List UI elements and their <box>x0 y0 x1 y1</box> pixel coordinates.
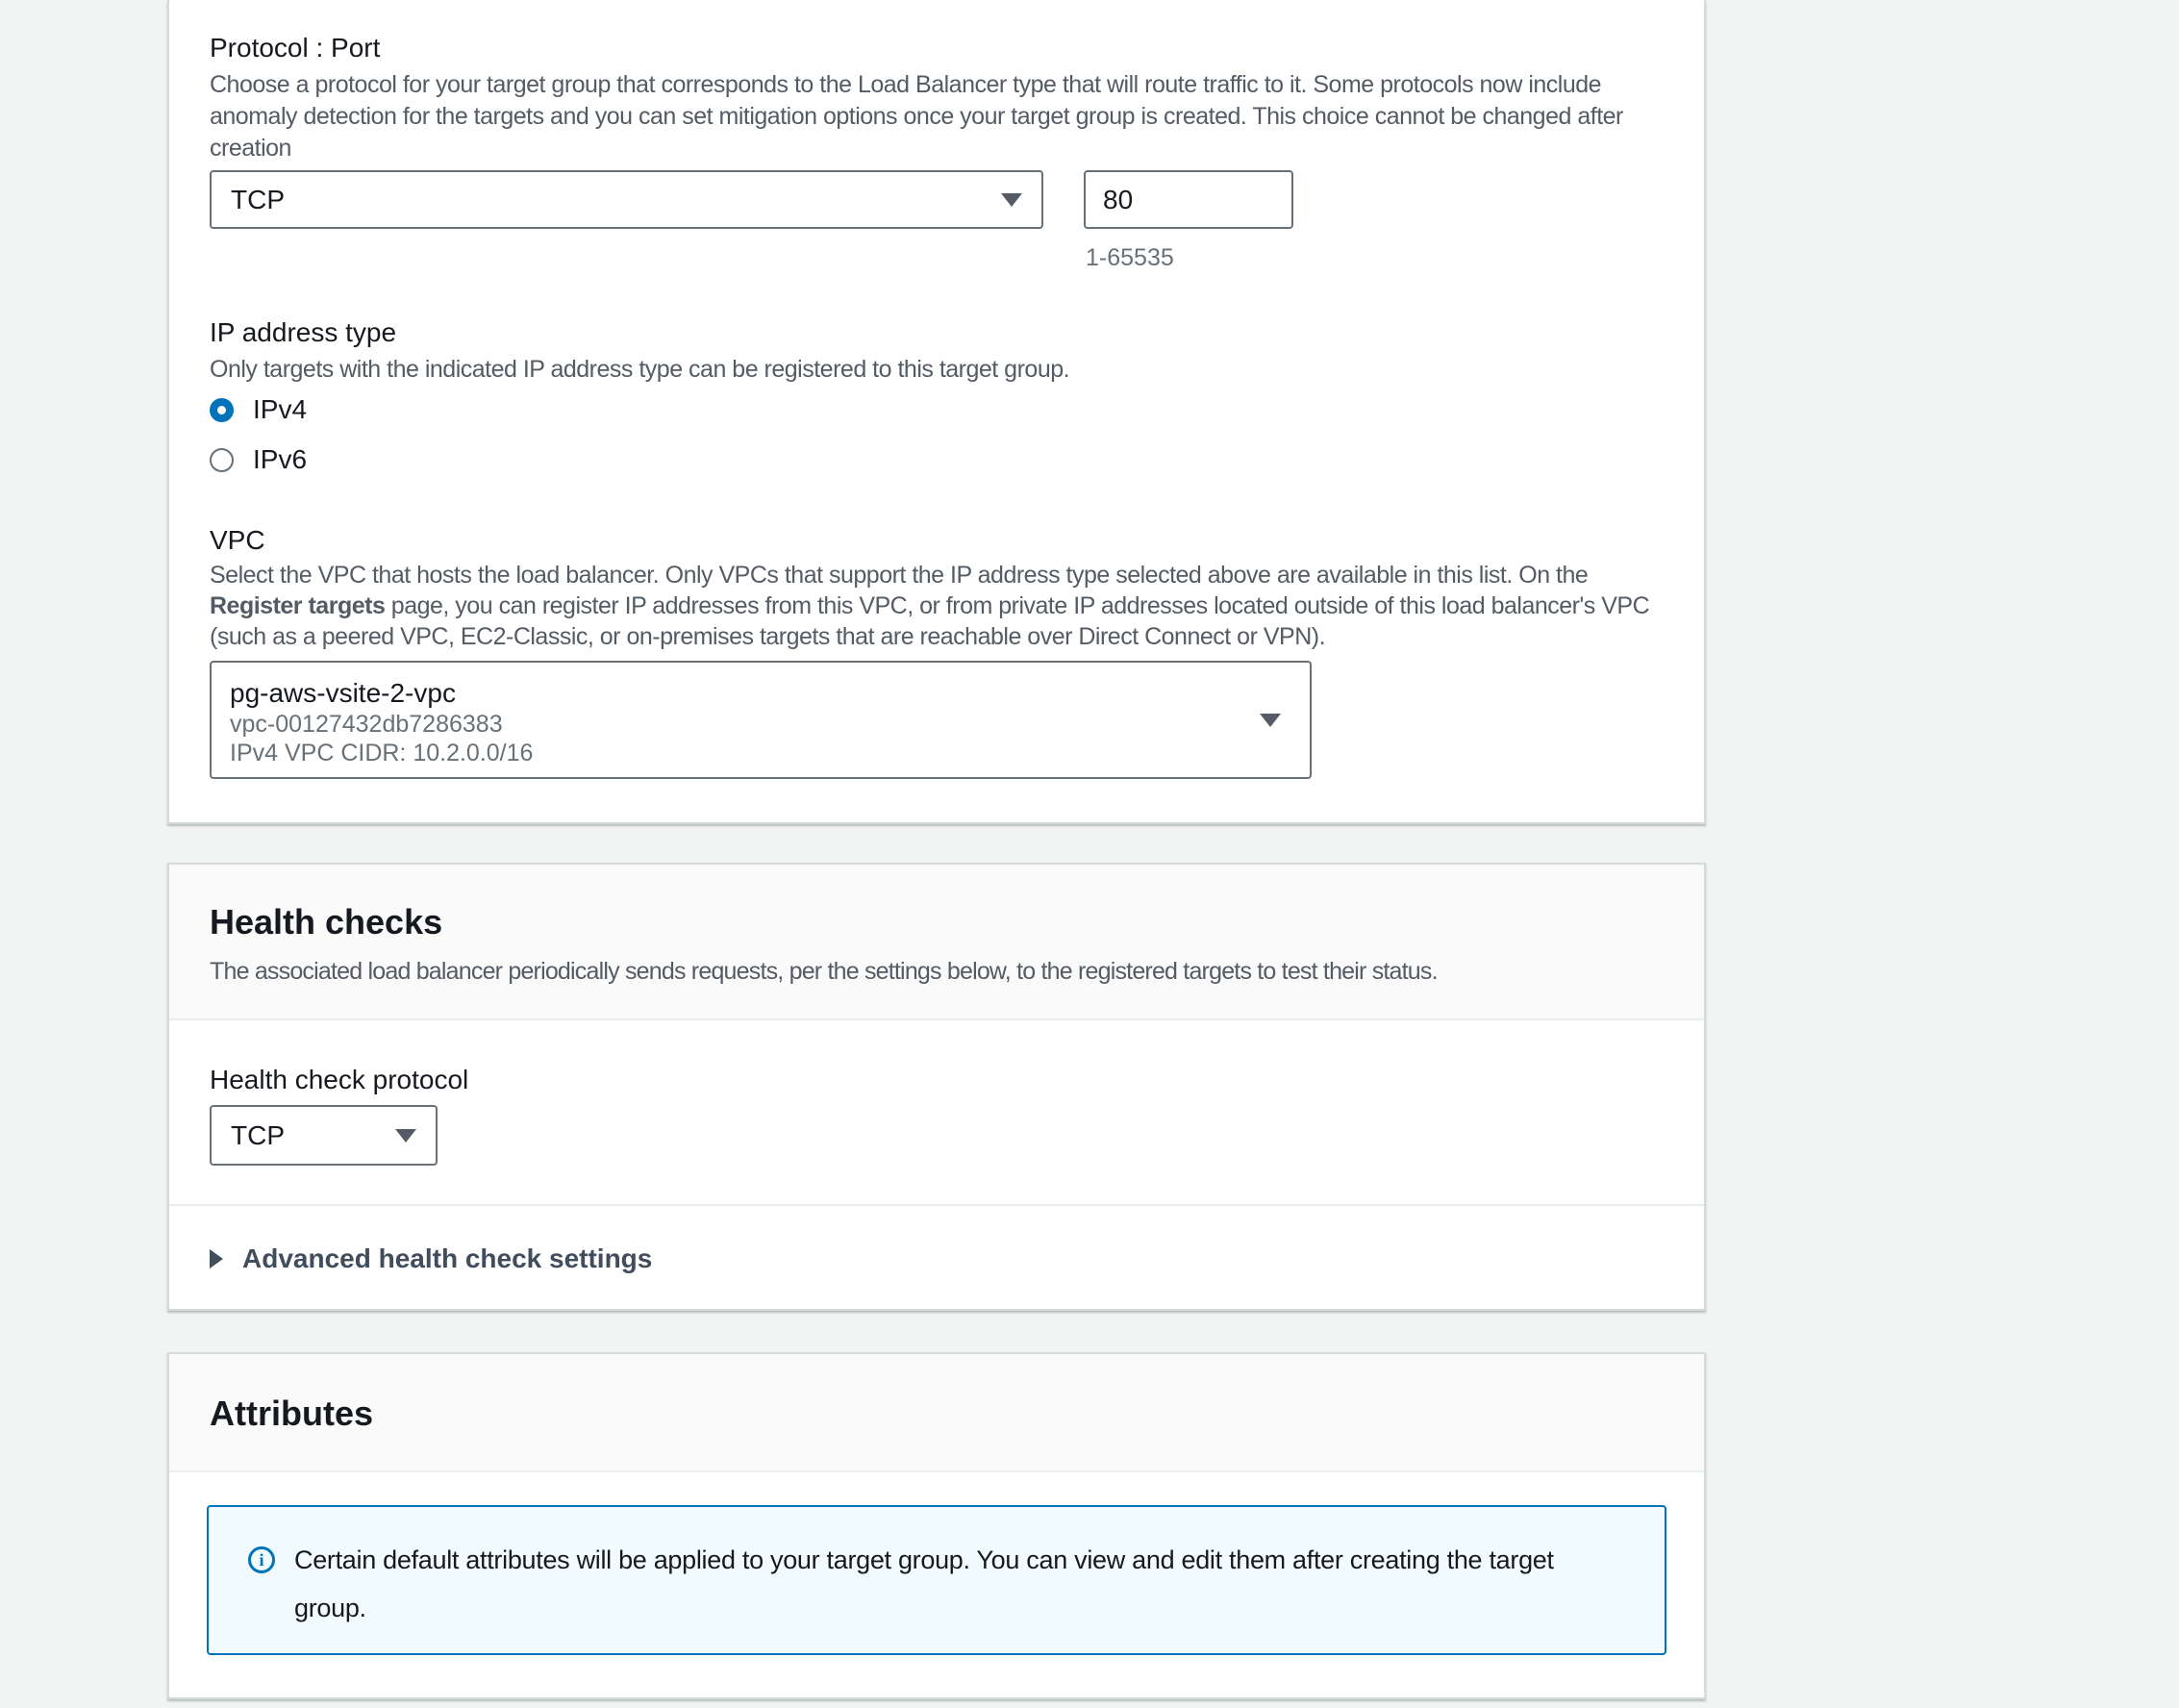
vpc-description-start: Select the VPC that hosts the load balancer. Only VPCs that support the IP address type selected above are available in this list. On the <box>210 562 1589 589</box>
radio-ipv4-label: IPv4 <box>253 394 308 424</box>
caret-down-icon <box>395 1129 416 1143</box>
ip-address-type-label: IP address type <box>210 317 397 347</box>
radio-ipv6-label: IPv6 <box>253 444 308 474</box>
basic-settings-card <box>167 0 1706 824</box>
health-check-protocol-value: TCP <box>231 1119 285 1150</box>
health-checks-title: Health checks <box>210 902 443 942</box>
vpc-label: VPC <box>210 525 265 555</box>
attributes-card <box>167 1352 1706 1699</box>
health-checks-header <box>169 865 1704 1020</box>
radio-unselected-icon <box>210 448 234 472</box>
attributes-title: Attributes <box>210 1394 373 1433</box>
attributes-info-text: Certain default attributes will be applied to your target group. You can view and edit them after creating the target group. <box>294 1545 1554 1622</box>
caret-down-icon <box>1260 714 1281 727</box>
protocol-port-description: Choose a protocol for your target group that corresponds to the Load Balancer type that will route traffic to it. Some protocols now include anomaly detection for the targets and you can set mitigation options once your target group is created. This choice cannot be changed after creation <box>210 71 1623 162</box>
protocol-select-value: TCP <box>231 184 285 214</box>
ip-address-type-options <box>210 393 1664 476</box>
register-targets-emphasis: Register targets <box>210 592 386 619</box>
vpc-description <box>210 560 1664 652</box>
health-checks-body <box>169 1063 1704 1166</box>
protocol-port-label: Protocol : Port <box>210 33 381 63</box>
radio-ipv4[interactable] <box>210 393 1664 426</box>
ip-address-type-description: Only targets with the indicated IP address type can be registered to this target group. <box>210 356 1070 383</box>
port-range-hint: 1-65535 <box>1086 244 1174 271</box>
protocol-port-row <box>210 170 1664 272</box>
advanced-health-check-expander[interactable] <box>169 1206 1704 1311</box>
health-check-protocol-select[interactable] <box>210 1105 438 1166</box>
port-field <box>1084 170 1293 272</box>
vpc-select-cidr: IPv4 VPC CIDR: 10.2.0.0/16 <box>230 740 534 766</box>
vpc-select-id: vpc-00127432db7286383 <box>230 711 503 738</box>
health-checks-card <box>167 863 1706 1311</box>
attributes-header <box>169 1354 1704 1472</box>
vpc-select[interactable] <box>210 661 1312 779</box>
radio-selected-icon <box>210 398 234 422</box>
attributes-info-alert <box>207 1505 1666 1655</box>
health-check-protocol-label: Health check protocol <box>210 1065 469 1094</box>
caret-right-icon <box>210 1249 223 1268</box>
health-checks-description: The associated load balancer periodically sends requests, per the settings below, to the registered targets to test their status. <box>210 958 1438 985</box>
info-icon: i <box>248 1546 275 1573</box>
caret-down-icon <box>1001 193 1022 207</box>
advanced-health-check-label: Advanced health check settings <box>242 1243 653 1273</box>
port-input[interactable] <box>1084 170 1293 229</box>
radio-ipv6[interactable] <box>210 443 1664 476</box>
vpc-select-name: pg-aws-vsite-2-vpc <box>230 678 456 708</box>
protocol-select[interactable] <box>210 170 1043 229</box>
vpc-description-end: page, you can register IP addresses from this VPC, or from private IP addresses located outside of this load balancer's VPC (such as a peered VPC, EC2-Classic, or on-premises targets that are reachable over Direct Connect or VPN). <box>210 592 1650 650</box>
